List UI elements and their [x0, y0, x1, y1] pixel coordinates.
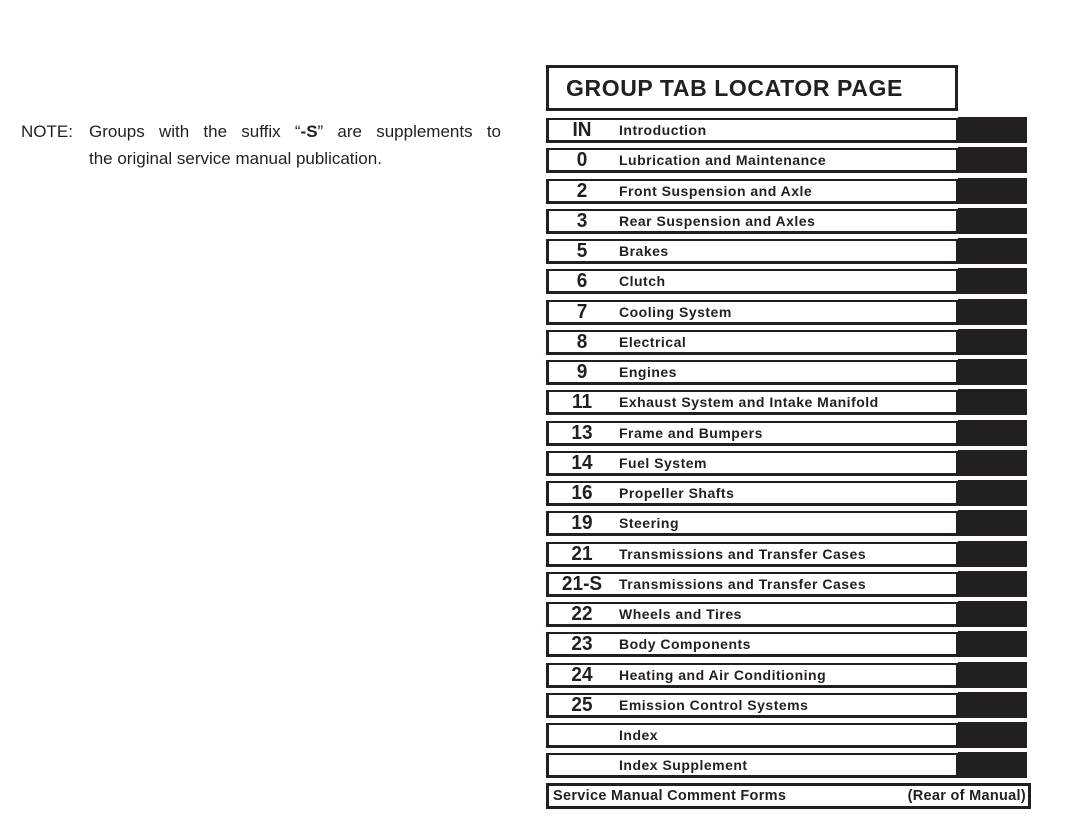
group-row[interactable]: [546, 148, 958, 173]
group-label: Wheels and Tires: [619, 606, 742, 622]
group-label: Brakes: [619, 243, 669, 259]
group-label: Front Suspension and Axle: [619, 183, 813, 199]
black-tab-marker[interactable]: [958, 178, 1027, 204]
group-label: Heating and Air Conditioning: [619, 667, 827, 683]
black-tab-marker[interactable]: [958, 147, 1027, 173]
group-label: Transmissions and Transfer Cases: [619, 576, 867, 592]
group-number: 23: [571, 633, 593, 655]
group-row[interactable]: [546, 723, 958, 748]
group-row[interactable]: [546, 300, 958, 325]
black-tab-marker[interactable]: [958, 601, 1027, 627]
group-label: Lubrication and Maintenance: [619, 152, 827, 168]
group-label: Index: [619, 727, 659, 743]
black-tab-marker[interactable]: [958, 329, 1027, 355]
group-row[interactable]: [546, 179, 958, 204]
group-label: Body Components: [619, 636, 751, 652]
group-label: Index Supplement: [619, 757, 748, 773]
black-tab-marker[interactable]: [958, 420, 1027, 446]
group-row[interactable]: [546, 239, 958, 264]
black-tab-marker[interactable]: [958, 541, 1027, 567]
group-number: 8: [576, 331, 588, 353]
black-tab-marker[interactable]: [958, 722, 1027, 748]
group-label: Introduction: [619, 122, 707, 138]
group-label: Fuel System: [619, 455, 707, 471]
group-number: 3: [576, 210, 588, 232]
group-row[interactable]: [546, 602, 958, 627]
group-row[interactable]: [546, 269, 958, 294]
black-tab-marker[interactable]: [958, 480, 1027, 506]
black-tab-marker[interactable]: [958, 510, 1027, 536]
group-number: 19: [571, 512, 593, 534]
group-label: Rear Suspension and Axles: [619, 213, 816, 229]
group-number: 5: [576, 240, 588, 262]
group-number: 24: [571, 664, 593, 686]
group-label: Propeller Shafts: [619, 485, 735, 501]
group-label: Exhaust System and Intake Manifold: [619, 394, 879, 410]
note-text-after: ” are supplements to: [317, 122, 501, 141]
group-row[interactable]: [546, 542, 958, 567]
title-box: [546, 65, 958, 111]
group-number: 13: [571, 422, 593, 444]
group-label: Frame and Bumpers: [619, 425, 763, 441]
note-line-1: [21, 118, 501, 145]
group-row[interactable]: [546, 511, 958, 536]
group-row[interactable]: [546, 481, 958, 506]
comment-forms-row[interactable]: [546, 783, 1031, 809]
group-row[interactable]: [546, 663, 958, 688]
note-suffix-bold: -S: [300, 122, 318, 141]
group-number: 25: [571, 694, 593, 716]
group-number: 22: [571, 603, 593, 625]
group-number: 6: [576, 270, 588, 292]
black-tab-marker[interactable]: [958, 389, 1027, 415]
black-tab-marker[interactable]: [958, 692, 1027, 718]
group-label: Cooling System: [619, 304, 732, 320]
black-tab-marker[interactable]: [958, 238, 1027, 264]
group-label: Emission Control Systems: [619, 697, 809, 713]
black-tab-marker[interactable]: [958, 450, 1027, 476]
group-number: 2: [576, 180, 588, 202]
group-label: Engines: [619, 364, 677, 380]
group-number: 0: [576, 149, 588, 171]
note-text-line-1: [89, 118, 501, 145]
black-tab-marker[interactable]: [958, 662, 1027, 688]
group-number: 14: [571, 452, 593, 474]
supplement-note: [21, 118, 501, 172]
group-number: 21: [571, 543, 593, 565]
black-tab-marker[interactable]: [958, 631, 1027, 657]
group-row[interactable]: [546, 451, 958, 476]
group-number: 21-S: [561, 573, 603, 595]
note-text-line-2: the original service manual publication.: [89, 149, 382, 168]
group-row[interactable]: [546, 118, 958, 143]
comment-forms-label: Service Manual Comment Forms: [553, 788, 787, 804]
black-tab-marker[interactable]: [958, 752, 1027, 778]
group-row[interactable]: [546, 360, 958, 385]
comment-forms-location: (Rear of Manual): [907, 788, 1026, 804]
black-tab-marker[interactable]: [958, 208, 1027, 234]
group-number: 16: [571, 482, 593, 504]
group-row[interactable]: [546, 330, 958, 355]
black-tab-marker[interactable]: [958, 571, 1027, 597]
group-row[interactable]: [546, 693, 958, 718]
black-tab-marker[interactable]: [958, 299, 1027, 325]
group-number: IN: [572, 119, 592, 141]
page-title: GROUP TAB LOCATOR PAGE: [566, 74, 903, 101]
group-label: Steering: [619, 515, 680, 531]
group-label: Transmissions and Transfer Cases: [619, 546, 867, 562]
black-tab-marker[interactable]: [958, 117, 1027, 143]
group-row[interactable]: [546, 753, 958, 778]
group-row[interactable]: [546, 390, 958, 415]
black-tab-marker[interactable]: [958, 359, 1027, 385]
group-number: 7: [576, 301, 588, 323]
group-number: 11: [571, 391, 593, 413]
black-tab-marker[interactable]: [958, 268, 1027, 294]
group-row[interactable]: [546, 572, 958, 597]
group-row[interactable]: [546, 632, 958, 657]
group-label: Electrical: [619, 334, 687, 350]
group-number: 9: [576, 361, 588, 383]
group-label: Clutch: [619, 273, 666, 289]
note-prefix: NOTE:: [21, 122, 73, 141]
group-row[interactable]: [546, 421, 958, 446]
group-row[interactable]: [546, 209, 958, 234]
note-text-before: Groups with the suffix “: [89, 122, 301, 141]
